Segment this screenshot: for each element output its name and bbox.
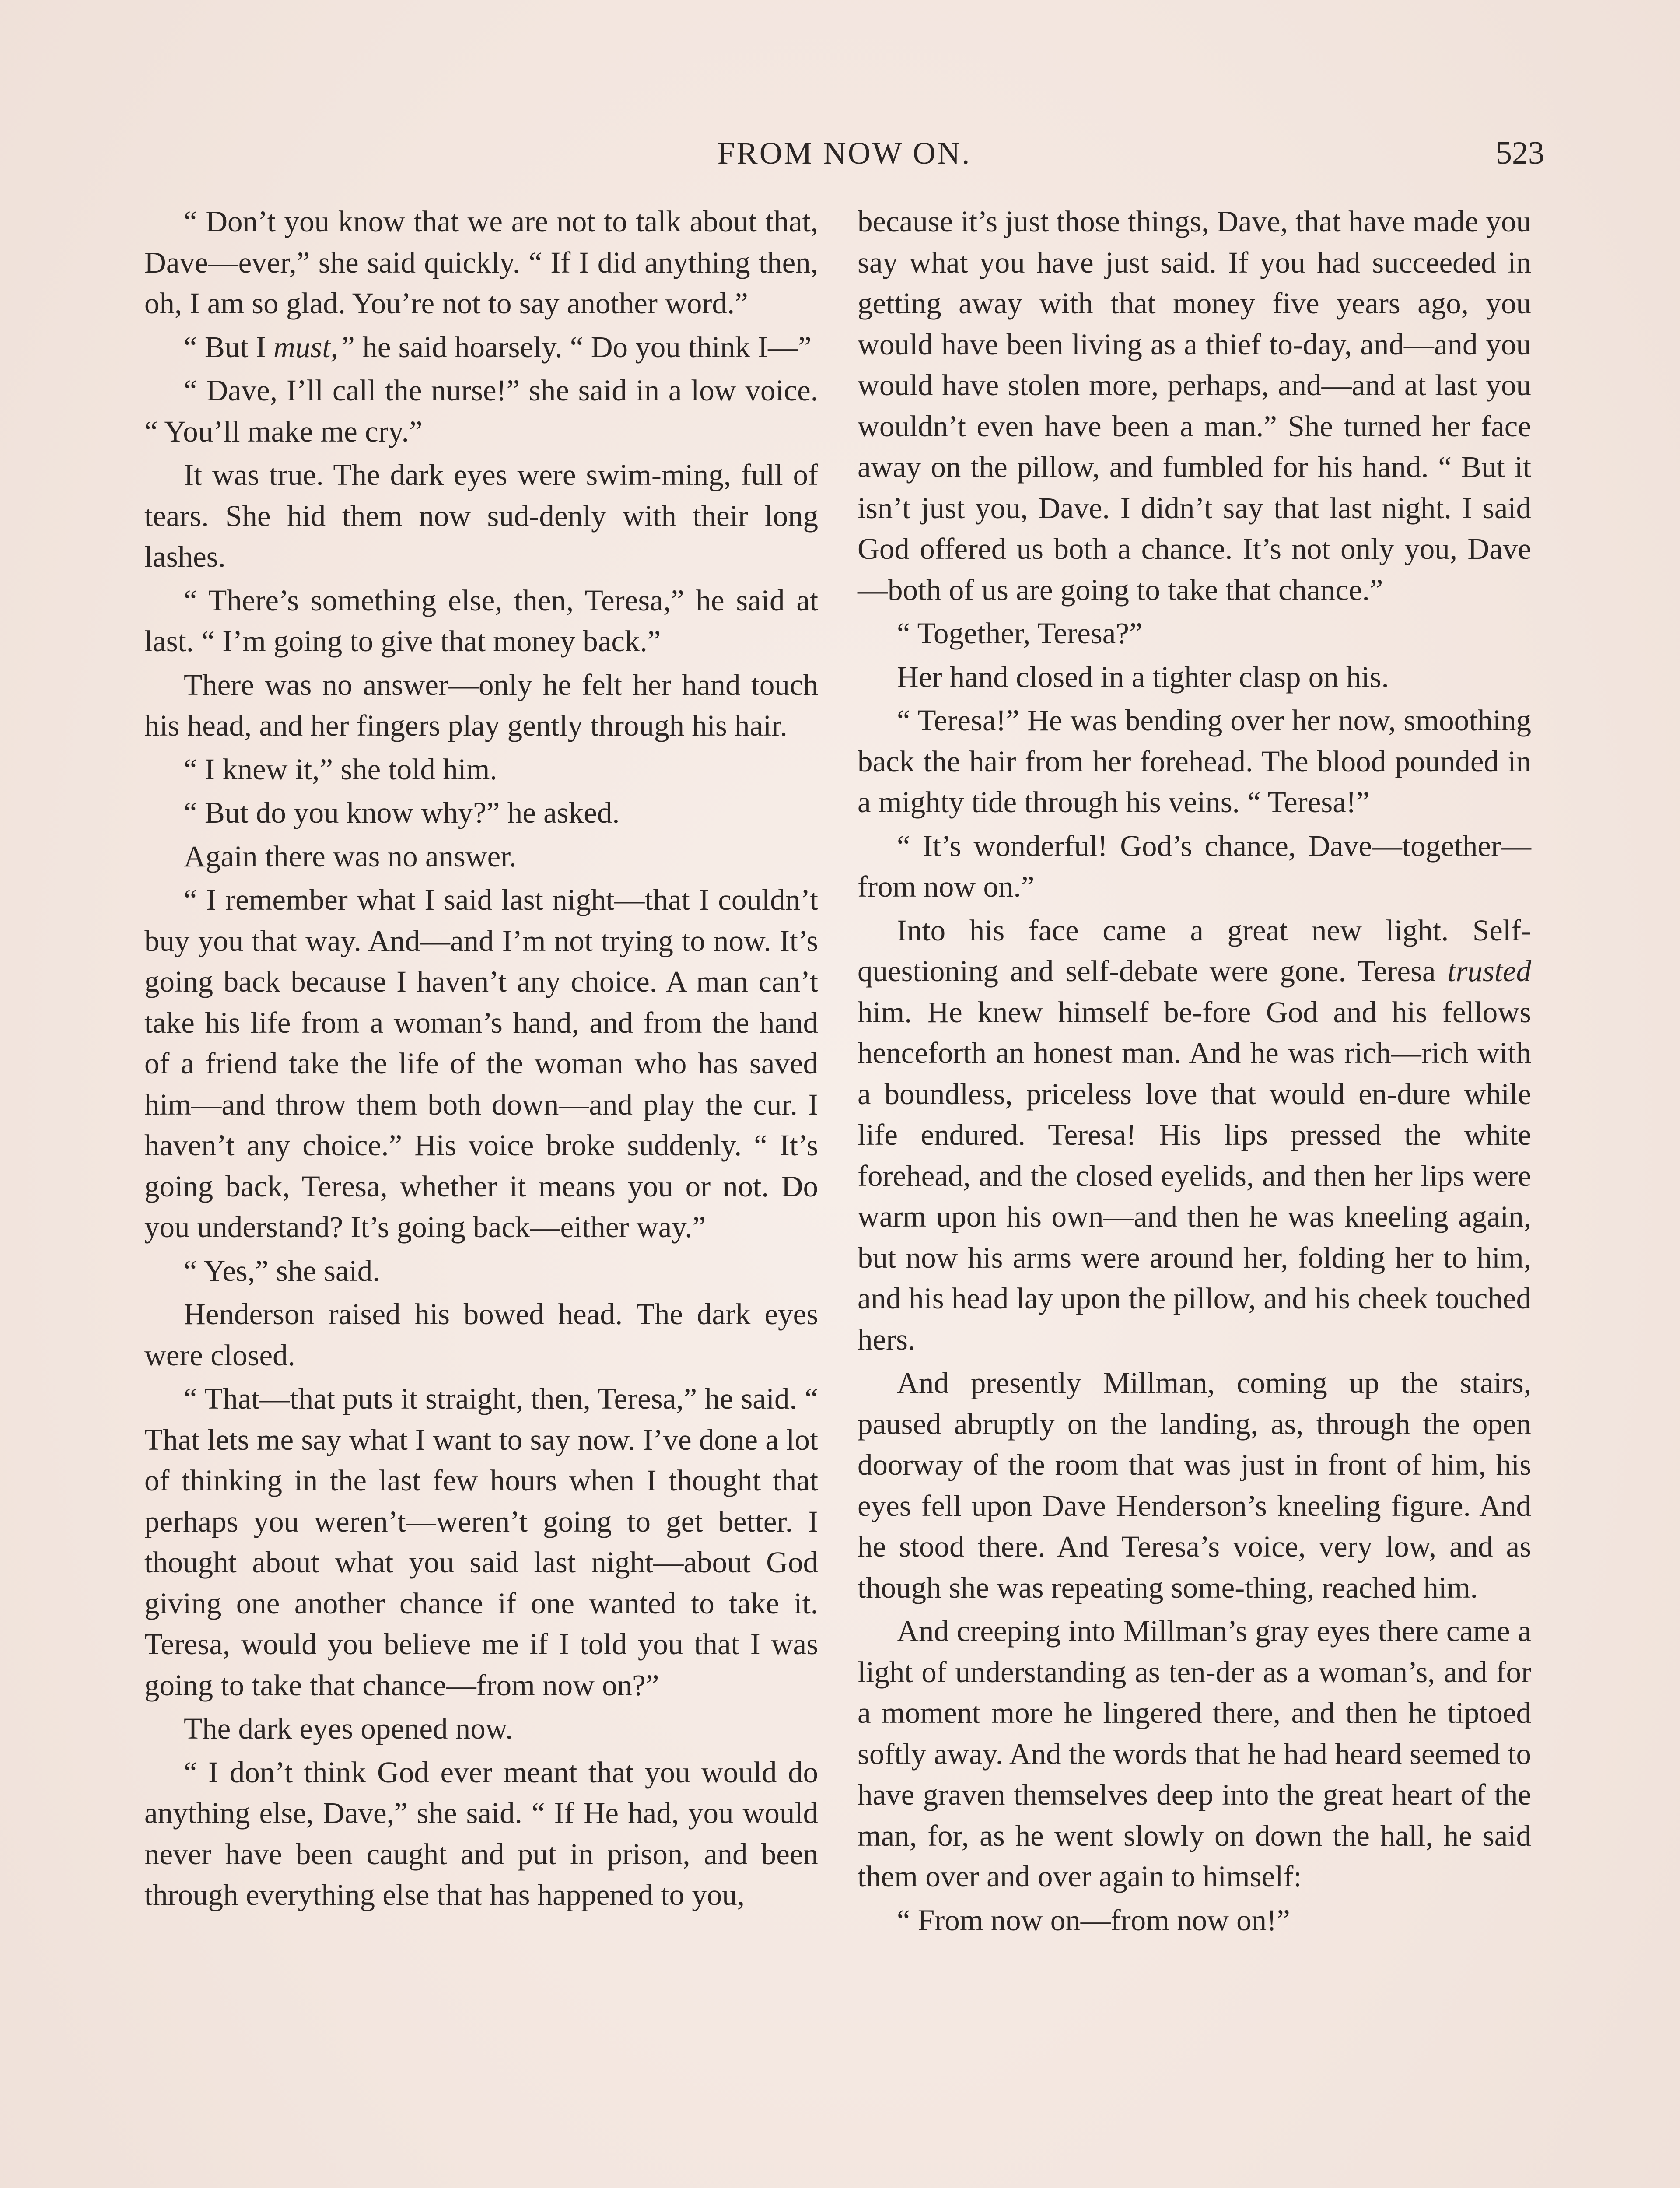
paragraph: “ It’s wonderful! God’s chance, Dave—together—from now on.” (858, 829, 1531, 903)
paragraph: Henderson raised his bowed head. The dark eyes were closed. (144, 1297, 818, 1372)
paragraph: “ I don’t think God ever meant that you would do anything else, Dave,” she said. “ If He had, you would never have been caught and put in prison, and been through everything else that has happened to you, (144, 1755, 818, 1911)
paragraph: because it’s just those things, Dave, that have made you say what you have just said. If you had succeeded in getting away with that money five years ago, you would have been living as a thief to-day, and—and you would have stolen more, perhaps, and—and at last you wouldn’t even have been a man.” She turned her face away on the pillow, and fumbled for his hand. “ But it isn’t just you, Dave. I didn’t say that last night. I said God offered us both a chance. It’s not only you, Dave—both of us are going to take that chance.” (858, 205, 1531, 607)
paragraph: “ But do you know why?” he asked. (184, 796, 620, 829)
paragraph: “ Dave, I’ll call the nurse!” she said in a low voice. “ You’ll make me cry.” (144, 374, 818, 448)
paragraph: The dark eyes opened now. (184, 1712, 513, 1745)
page-number: 523 (1496, 135, 1544, 171)
text-column-left (144, 201, 818, 2188)
paragraph: “ But I must,” he said hoarsely. “ Do you think I—” (184, 330, 812, 364)
paragraph: Into his face came a great new light. Self-questioning and self-debate were gone. Teresa trusted him. He knew himself be-fore God and his fellows henceforth an honest man. And he was rich—rich with a boundless, priceless love that would en-dure while life endured. Teresa! His lips pressed the white forehead, and the closed eyelids, and then her lips were warm upon his own—and then he was kneeling again, but now his arms were around her, folding her to him, and his head lay upon the pillow, and his cheek touched hers. (858, 913, 1531, 1356)
paragraph: There was no answer—only he felt her hand touch his head, and her fingers play gently through his hair. (144, 668, 818, 742)
paragraph: “ I knew it,” she told him. (184, 752, 497, 786)
paragraph: Her hand closed in a tighter clasp on his. (897, 660, 1389, 694)
paragraph: It was true. The dark eyes were swim-ming, full of tears. She hid them now sud-denly with their long lashes. (144, 458, 818, 573)
running-title: FROM NOW ON. (717, 136, 972, 171)
paragraph: “ Together, Teresa?” (897, 617, 1143, 650)
paragraph: “ Don’t you know that we are not to talk about that, Dave—ever,” she said quickly. “ If I did anything then, oh, I am so glad. You’re not to say another word.” (144, 205, 818, 320)
paragraph: “ From now on—from now on!” (897, 1903, 1290, 1937)
paragraph: And presently Millman, coming up the stairs, paused abruptly on the landing, as, through the open doorway of the room that was just in front of him, his eyes fell upon Dave Henderson’s kneeling figure. And he stood there. And Teresa’s voice, very low, and as though she was repeating some-thing, reached him. (858, 1366, 1531, 1604)
paragraph: “ Yes,” she said. (184, 1254, 380, 1287)
paragraph: “ Teresa!” He was bending over her now, smoothing back the hair from her forehead. The blood pounded in a mighty tide through his veins. “ Teresa!” (858, 704, 1531, 819)
paragraph: Again there was no answer. (184, 839, 517, 873)
paragraph: “ There’s something else, then, Teresa,” he said at last. “ I’m going to give that money back.” (144, 583, 818, 658)
paragraph: And creeping into Millman’s gray eyes there came a light of understanding as ten-der as a woman’s, and for a moment more he lingered there, and then he tiptoed softly away. And the words that he had heard seemed to have graven themselves deep into the great heart of the man, for, as he went slowly on down the hall, he said them over and over again to himself: (858, 1614, 1531, 1893)
paragraph: “ I remember what I said last night—that I couldn’t buy you that way. And—and I’m not trying to now. It’s going back because I haven’t any choice. A man can’t take his life from a woman’s hand, and from the hand of a friend take the life of the woman who has saved him—and throw them both down—and play the cur. I haven’t any choice.” His voice broke suddenly. “ It’s going back, Teresa, whether it means you or not. Do you understand? It’s going back—either way.” (144, 883, 818, 1244)
page-header (144, 131, 1544, 175)
text-column-right (858, 201, 1531, 2188)
paragraph: “ That—that puts it straight, then, Teresa,” he said. “ That lets me say what I want to say now. I’ve done a lot of thinking in the last few hours when I thought that perhaps you weren’t—weren’t going to get better. I thought about what you said last night—about God giving one another chance if one wanted to take it. Teresa, would you believe me if I told you that I was going to take that chance—from now on?” (144, 1382, 818, 1702)
